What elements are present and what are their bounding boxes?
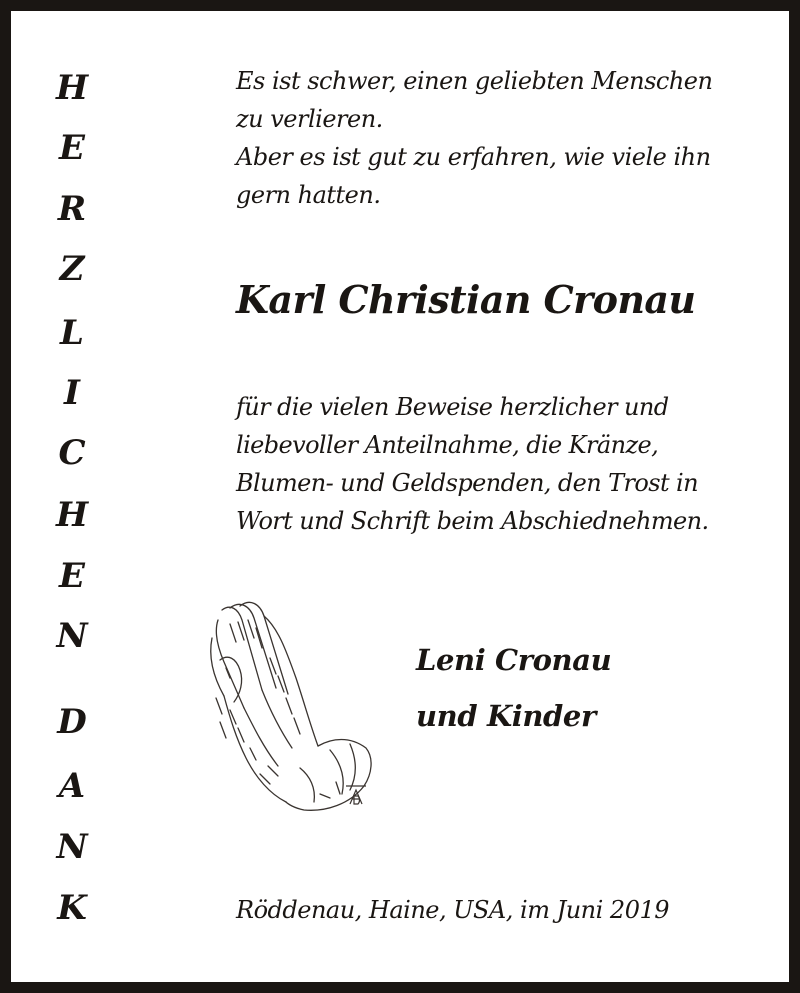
heading-letter: N: [56, 616, 88, 656]
signature-line: Leni Cronau: [416, 643, 612, 677]
heading-letter: A: [58, 766, 86, 806]
heading-letter: C: [58, 433, 86, 473]
heading-letter: Z: [59, 249, 85, 289]
signature-line: und Kinder: [416, 699, 596, 733]
thanks-text: [236, 388, 766, 540]
thanks-line: für die vielen Beweise herzlicher und: [236, 393, 669, 421]
heading-letter: K: [57, 888, 87, 928]
heading-letter: D: [57, 702, 87, 742]
heading-letter: E: [59, 556, 85, 596]
heading-letter: E: [59, 128, 85, 168]
heading-letter: I: [64, 373, 80, 413]
quote: [236, 62, 756, 214]
heading-letter: N: [56, 827, 88, 867]
thanks-line: liebevoller Anteilnahme, die Kränze,: [236, 431, 659, 459]
quote-line: Aber es ist gut zu erfahren, wie viele ihn: [236, 143, 711, 171]
thanks-line: Blumen- und Geldspenden, den Trost in: [236, 469, 698, 497]
thanks-line: Wort und Schrift beim Abschiednehmen.: [236, 507, 709, 535]
heading-letter: L: [60, 313, 84, 353]
heading-letter: H: [55, 495, 89, 535]
deceased-name: Karl Christian Cronau: [236, 277, 696, 322]
heading-letter: H: [55, 68, 89, 108]
quote-line: gern hatten.: [236, 181, 381, 209]
quote-line: zu verlieren.: [236, 105, 383, 133]
praying-hands-icon: [200, 598, 380, 828]
heading-letter: R: [57, 189, 87, 229]
place-and-date: Röddenau, Haine, USA, im Juni 2019: [236, 896, 669, 924]
quote-line: Es ist schwer, einen geliebten Menschen: [236, 67, 713, 95]
signature: [416, 632, 756, 744]
